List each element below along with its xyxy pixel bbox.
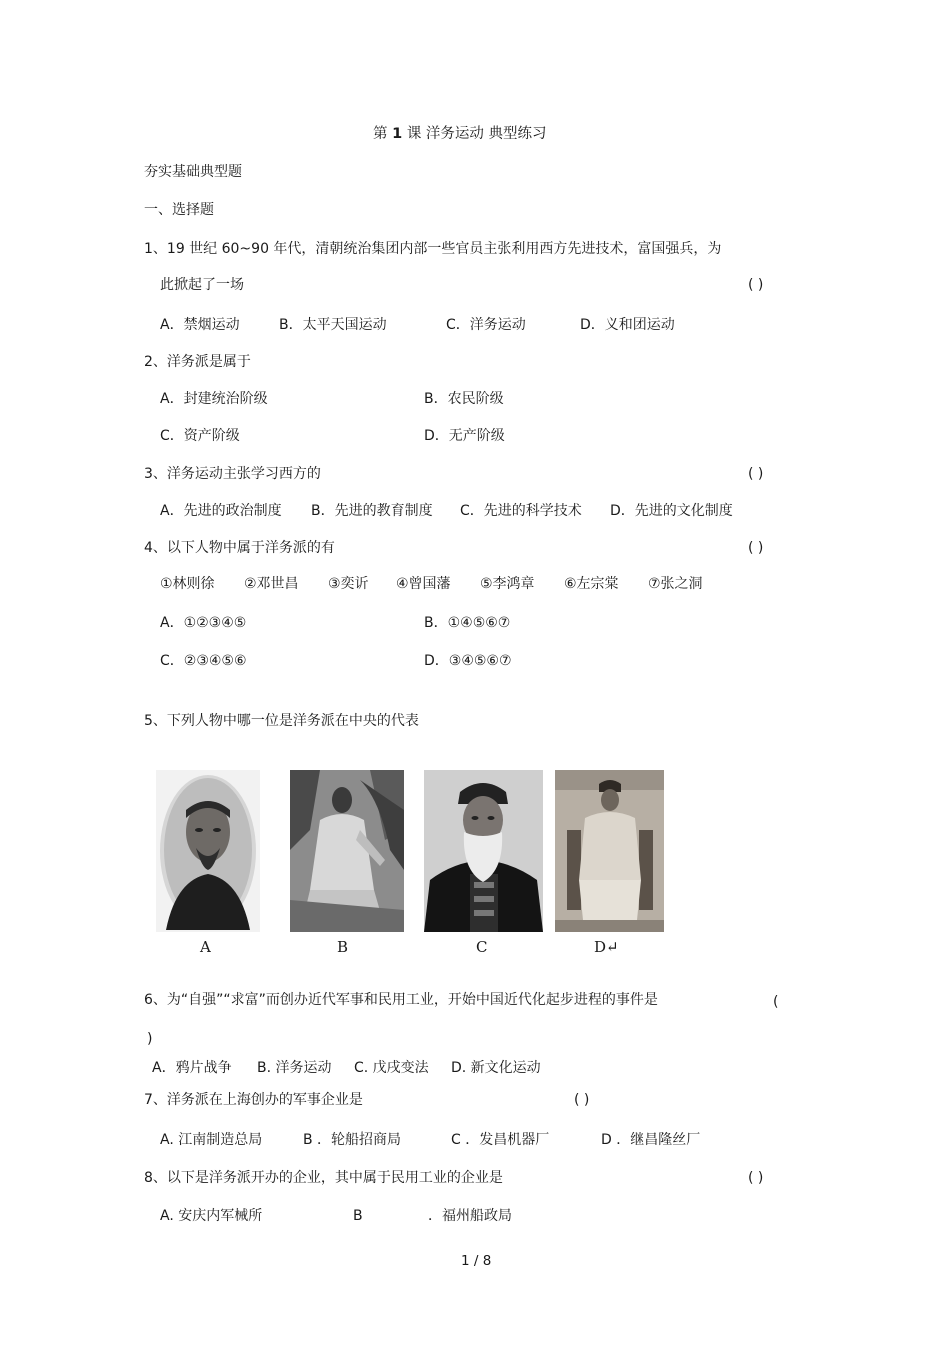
q4-option-d: D．③④⑤⑥⑦ bbox=[424, 653, 512, 669]
portrait-c bbox=[424, 770, 543, 932]
q1-answer-paren: ( ) bbox=[748, 277, 764, 293]
q4-person-4: ④曾国藩 bbox=[396, 576, 451, 592]
q7-option-c: C ．发昌机器厂 bbox=[451, 1132, 550, 1148]
q2-option-a: A．封建统治阶级 bbox=[160, 391, 268, 407]
q2-stem: 2、洋务派是属于 bbox=[144, 354, 251, 370]
q4-person-6: ⑥左宗棠 bbox=[564, 576, 619, 592]
q8-option-b-letter: B bbox=[353, 1208, 363, 1224]
page-title: 第 1 课 洋务运动 典型练习 bbox=[373, 126, 547, 142]
q4-person-3: ③奕䜣 bbox=[328, 576, 369, 592]
q6-option-c: C. 戊戌变法 bbox=[354, 1060, 429, 1076]
q8-option-b-text: ．福州船政局 bbox=[428, 1208, 512, 1224]
q7-option-a: A. 江南制造总局 bbox=[160, 1132, 263, 1148]
q3-option-c: C．先进的科学技术 bbox=[460, 503, 582, 519]
q3-option-d: D．先进的文化制度 bbox=[610, 503, 733, 519]
q4-person-1: ①林则徐 bbox=[160, 576, 215, 592]
caption-c: C bbox=[476, 938, 488, 956]
caption-b: B bbox=[337, 938, 349, 956]
q6-paren-open: ( bbox=[773, 994, 779, 1010]
q4-person-5: ⑤李鸿章 bbox=[480, 576, 535, 592]
q1-option-a: A．禁烟运动 bbox=[160, 317, 240, 333]
q4-person-2: ②邓世昌 bbox=[244, 576, 299, 592]
portrait-a bbox=[156, 770, 260, 932]
section-heading: 夯实基础典型题 bbox=[144, 164, 242, 180]
q1-stem-line1: 1、19 世纪 60~90 年代，清朝统治集团内部一些官员主张利用西方先进技术，富国强兵，为 bbox=[144, 241, 722, 257]
q8-answer-paren: ( ) bbox=[748, 1170, 764, 1186]
q6-paren-close: ) bbox=[147, 1031, 153, 1047]
portrait-b bbox=[290, 770, 404, 932]
q8-stem: 8、以下是洋务派开办的企业，其中属于民用工业的企业是 bbox=[144, 1170, 503, 1186]
q7-option-d: D ．继昌隆丝厂 bbox=[601, 1132, 701, 1148]
q4-option-c: C．②③④⑤⑥ bbox=[160, 653, 247, 669]
part-heading: 一、选择题 bbox=[144, 202, 214, 218]
caption-a: A bbox=[200, 938, 211, 956]
q7-option-b: B ．轮船招商局 bbox=[303, 1132, 402, 1148]
q3-option-b: B．先进的教育制度 bbox=[311, 503, 433, 519]
q8-option-a: A. 安庆内军械所 bbox=[160, 1208, 263, 1224]
caption-d: D↵ bbox=[594, 938, 619, 956]
q2-option-d: D．无产阶级 bbox=[424, 428, 505, 444]
q6-option-d: D. 新文化运动 bbox=[451, 1060, 541, 1076]
q1-stem-line2: 此掀起了一场 bbox=[160, 277, 244, 293]
q2-option-c: C．资产阶级 bbox=[160, 428, 240, 444]
q1-option-b: B．太平天国运动 bbox=[279, 317, 387, 333]
q6-stem: 6、为“自强”“求富”而创办近代军事和民用工业，开始中国近代化起步进程的事件是 bbox=[144, 992, 658, 1008]
q5-stem: 5、下列人物中哪一位是洋务派在中央的代表 bbox=[144, 713, 419, 729]
q3-stem: 3、洋务运动主张学习西方的 bbox=[144, 466, 321, 482]
q4-answer-paren: ( ) bbox=[748, 540, 764, 556]
q1-option-d: D．义和团运动 bbox=[580, 317, 675, 333]
q6-option-b: B. 洋务运动 bbox=[257, 1060, 332, 1076]
portrait-d bbox=[555, 770, 664, 932]
page-number: 1 / 8 bbox=[461, 1253, 492, 1269]
q2-option-b: B．农民阶级 bbox=[424, 391, 504, 407]
q1-option-c: C．洋务运动 bbox=[446, 317, 526, 333]
q3-answer-paren: ( ) bbox=[748, 466, 764, 482]
q4-option-b: B．①④⑤⑥⑦ bbox=[424, 615, 511, 631]
q4-stem: 4、以下人物中属于洋务派的有 bbox=[144, 540, 335, 556]
q4-person-7: ⑦张之洞 bbox=[648, 576, 703, 592]
q6-option-a: A．鸦片战争 bbox=[152, 1060, 232, 1076]
q7-answer-paren: ( ) bbox=[574, 1092, 590, 1108]
q3-option-a: A．先进的政治制度 bbox=[160, 503, 282, 519]
q7-stem: 7、洋务派在上海创办的军事企业是 bbox=[144, 1092, 363, 1108]
q4-option-a: A．①②③④⑤ bbox=[160, 615, 247, 631]
